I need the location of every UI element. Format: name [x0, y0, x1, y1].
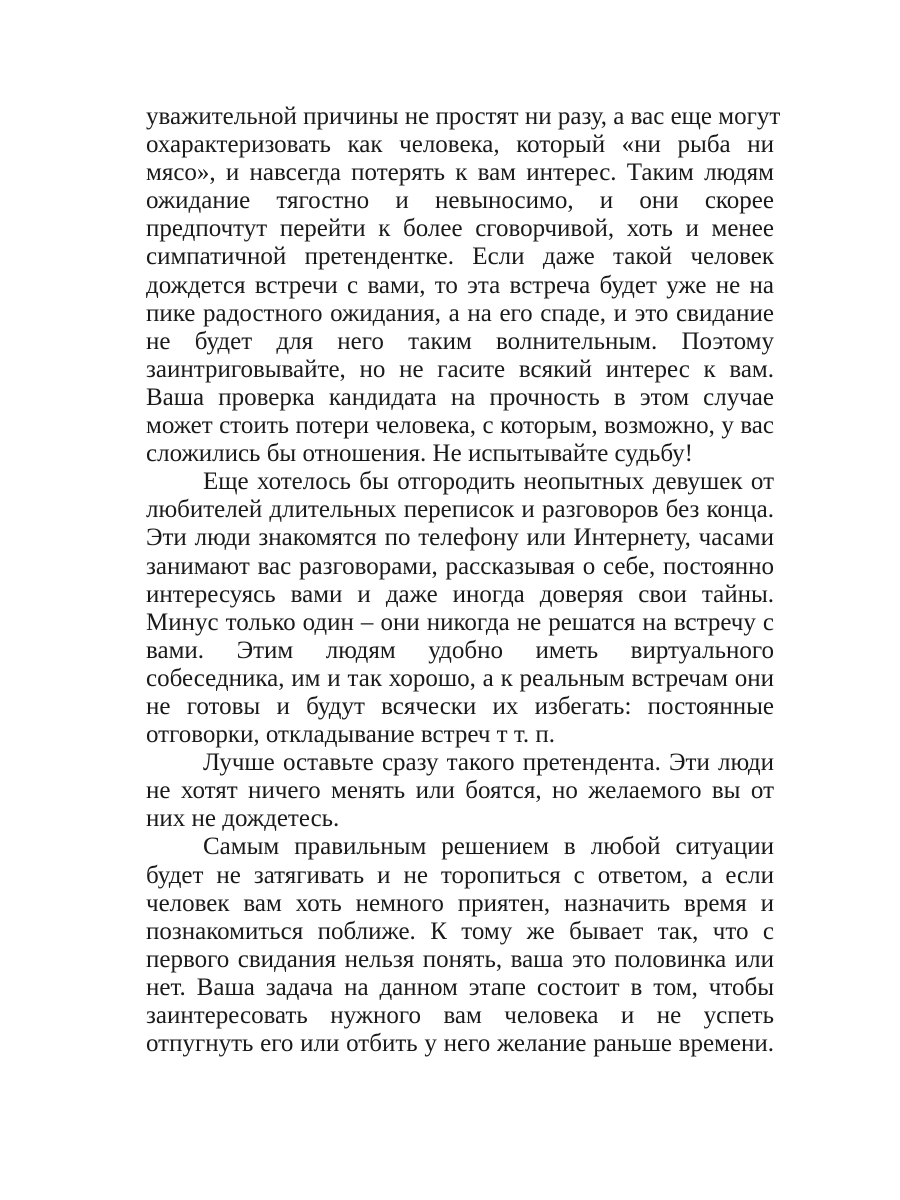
text-line: симпатичной претендентке. Если даже такой человек — [146, 243, 774, 271]
text-line: пике радостного ожидания, а на его спаде, и это свидание — [146, 299, 774, 327]
text-line: Эти люди знакомятся по телефону или Интернету, часами — [146, 524, 774, 552]
text-line: не хотят ничего менять или боятся, но желаемого вы от — [146, 777, 774, 805]
text-line: занимают вас разговорами, рассказывая о себе, постоянно — [146, 552, 774, 580]
text-line: Самым правильным решением в любой ситуации — [203, 833, 774, 861]
text-line: мясо», и навсегда потерять к вам интерес. Таким людям — [146, 159, 774, 187]
text-line: охарактеризовать как человека, который «ни рыба ни — [146, 131, 774, 159]
text-line: предпочтут перейти к более сговорчивой, хоть и менее — [146, 215, 774, 243]
text-line: не будет для него таким волнительным. Поэтому — [146, 327, 774, 355]
text-line: заинтересовать нужного вам человека и не успеть — [146, 1002, 774, 1029]
body-text — [146, 103, 781, 1058]
text-line: сложились бы отношения. Не испытывайте судьбу! — [146, 440, 693, 468]
text-line: заинтриговывайте, но не гасите всякий интерес к вам. — [146, 355, 774, 383]
text-line: Ваша проверка кандидата на прочность в этом случае — [146, 383, 774, 411]
text-line: отговорки, откладывание встреч т т. п. — [146, 721, 556, 749]
text-line: Еще хотелось бы отгородить неопытных девушек от — [203, 468, 774, 496]
text-line: них не дождетесь. — [146, 805, 340, 833]
text-line: познакомиться поближе. К тому же бывает так, что с — [146, 917, 774, 945]
text-line: вами. Этим людям удобно иметь виртуального — [146, 636, 774, 664]
text-line: интересуясь вами и даже иногда доверяя свои тайны. — [146, 580, 774, 608]
text-line: любителей длительных переписок и разговоров без конца. — [146, 496, 774, 524]
text-line: Лучше оставьте сразу такого претендента. Эти люди — [203, 749, 774, 777]
text-line: не готовы и будут всячески их избегать: постоянные — [146, 692, 774, 720]
text-line: дождется встречи с вами, то эта встреча будет уже не на — [146, 271, 774, 299]
text-line: первого свидания нельзя понять, ваша это половинка или — [146, 945, 774, 973]
text-line: нет. Ваша задача на данном этапе состоит в том, чтобы — [146, 973, 774, 1001]
text-line: будет не затягивать и не торопиться с ответом, а если — [146, 861, 774, 889]
text-line: может стоить потери человека, с которым, возможно, у вас — [146, 412, 774, 440]
text-line: ожидание тягостно и невыносимо, и они скорее — [146, 187, 774, 215]
text-line: уважительной причины не простят ни разу, а вас еще могут — [146, 103, 781, 130]
text-line: Минус только один – они никогда не решатся на встречу с — [146, 608, 774, 636]
text-line: отпугнуть его или отбить у него желание раньше времени. — [146, 1030, 774, 1058]
text-line: человек вам хоть немного приятен, назначить время и — [146, 889, 774, 917]
text-line: собеседника, им и так хорошо, а к реальным встречам они — [146, 664, 774, 692]
